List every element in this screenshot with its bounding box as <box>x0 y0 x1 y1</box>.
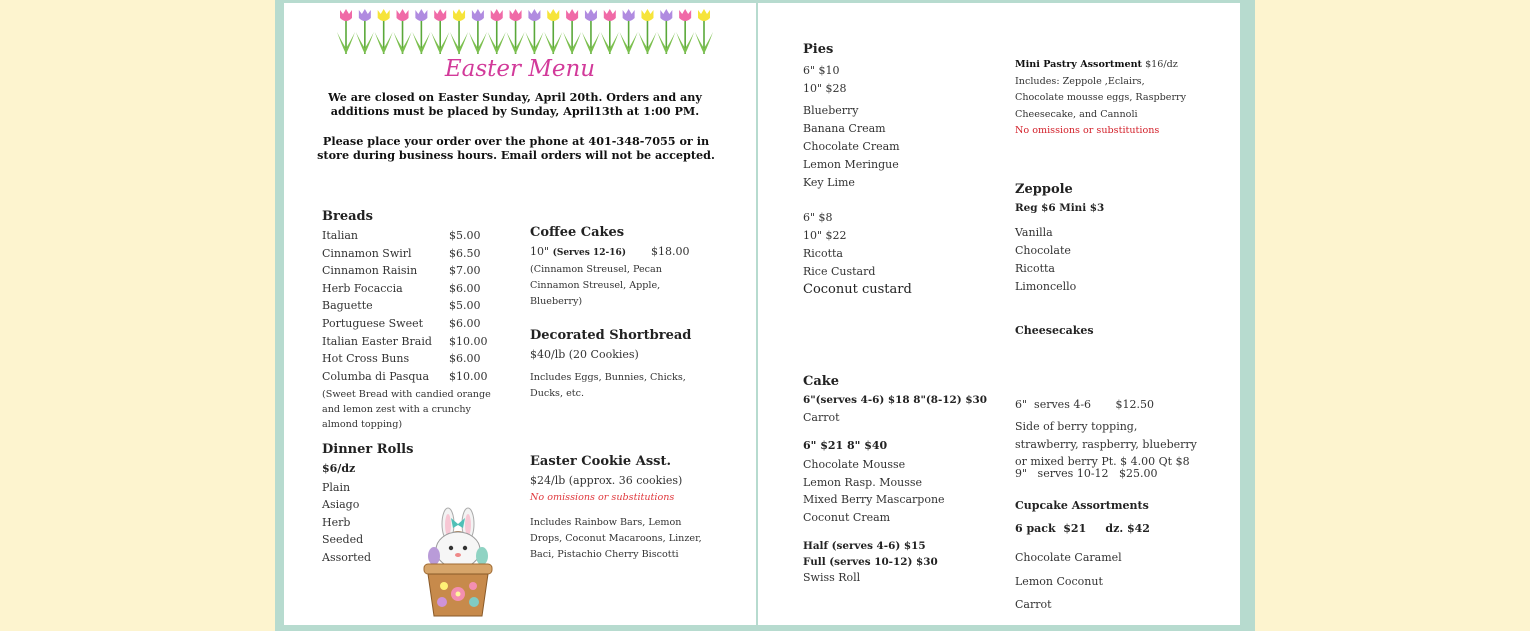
bread-name: Italian Easter Braid <box>322 334 432 348</box>
cupcakes-list <box>1015 546 1122 617</box>
table-row <box>322 299 502 317</box>
list-item: Chocolate Caramel <box>1015 551 1122 564</box>
bread-name: Columba di Pasqua <box>322 369 430 383</box>
list-item: Lemon Rasp. Mousse <box>803 475 922 489</box>
cheesecakes-heading: Cheesecakes <box>1015 324 1094 337</box>
table-row <box>322 317 502 335</box>
table-row <box>322 229 502 247</box>
list-item: Key Lime <box>803 176 855 189</box>
list-item: Banana Cream <box>803 122 886 135</box>
bread-price: $5.00 <box>449 299 481 313</box>
coffee-cakes-desc: (Cinnamon Streusel, Pecan Cinnamon Streusel, Apple, Blueberry) <box>530 264 662 307</box>
tulip-border-illustration <box>336 6 714 58</box>
cookie-asst-warning: No omissions or substitutions <box>530 492 675 503</box>
list-item: Lemon Meringue <box>803 158 899 171</box>
list-item: Chocolate Cream <box>803 140 900 153</box>
cookie-asst-price: $24/lb (approx. 36 cookies) <box>530 474 683 487</box>
cake-price-line-1: 6"(serves 4-6) $18 8"(8-12) $30 <box>803 394 988 406</box>
cake-price-line-2: 6" $21 8" $40 <box>803 439 888 452</box>
list-item: Limoncello <box>1015 280 1077 293</box>
bread-price: $6.00 <box>449 352 481 366</box>
table-row <box>322 370 502 388</box>
bread-price: $6.00 <box>449 316 481 330</box>
bread-name: Portuguese Sweet <box>322 316 424 330</box>
bread-name: Baguette <box>322 299 373 313</box>
cupcakes-price: 6 pack $21 dz. $42 <box>1015 522 1150 535</box>
pies-heading: Pies <box>803 42 834 57</box>
shortbread-heading: Decorated Shortbread <box>530 328 692 343</box>
bread-name: Hot Cross Buns <box>322 352 410 366</box>
cake-item-carrot: Carrot <box>803 411 840 424</box>
list-item: Blueberry <box>803 104 859 117</box>
cake-group-2 <box>803 456 945 526</box>
mini-pastry-section: Mini Pastry Assortment $16/dz Includes: Zeppole ,Eclairs, Chocolate mousse eggs, Raspberry Cheesecake, and Cannoli No omissions or substitutions <box>1015 57 1186 140</box>
breads-list <box>322 229 502 387</box>
order-notice: Please place your order over the phone at 401-348-7055 or in store during business hours. Email orders will not be accepted. <box>317 134 715 162</box>
pies-coconut-custard: Coconut custard <box>803 282 912 297</box>
zeppole-list <box>1015 224 1076 296</box>
dinner-rolls-heading: Dinner Rolls <box>322 442 414 457</box>
list-item: Lemon Coconut <box>1015 574 1103 588</box>
mini-pastry-heading: Mini Pastry Assortment <box>1015 59 1142 70</box>
pies-prices-2: 6" $8 10" $22 Ricotta Rice Custard <box>803 209 875 281</box>
list-item: Plain <box>322 481 351 494</box>
list-item: Rice Custard <box>803 265 876 278</box>
zeppole-heading: Zeppole <box>1015 182 1073 197</box>
table-row <box>322 247 502 265</box>
breads-heading: Breads <box>322 209 373 224</box>
table-row <box>322 352 502 370</box>
cheesecakes-prices: 6" serves 4-6 $12.50 9" serves 10-12 $25.00 <box>1015 398 1158 480</box>
cake-heading: Cake <box>803 374 840 389</box>
list-item: Mixed Berry Mascarpone <box>803 493 945 507</box>
mini-pastry-warning: No omissions or substitutions <box>1015 125 1160 136</box>
columba-note: (Sweet Bread with candied orange and lemon zest with a crunchy almond topping) <box>322 389 491 430</box>
bread-price: $10.00 <box>449 369 488 383</box>
dinner-rolls-list <box>322 479 371 566</box>
coffee-cakes-price: $18.00 <box>651 245 690 258</box>
pies-prices-1: 6" $10 10" $28 <box>803 64 847 95</box>
list-item: Herb <box>322 515 351 529</box>
shortbread-price: $40/lb (20 Cookies) <box>530 348 639 361</box>
list-item: Assorted <box>322 550 372 564</box>
list-item: Ricotta <box>803 247 843 260</box>
swiss-roll-label: Swiss Roll <box>803 571 861 584</box>
list-item: Chocolate Mousse <box>803 458 906 471</box>
bunny-basket-illustration <box>418 506 498 620</box>
coffee-cakes-heading: Coffee Cakes <box>530 225 625 240</box>
bread-price: $6.50 <box>449 246 481 260</box>
list-item: Ricotta <box>1015 262 1055 275</box>
bread-name: Cinnamon Raisin <box>322 264 418 278</box>
pies-group-1 <box>803 102 900 192</box>
closure-notice: We are closed on Easter Sunday, April 20th. Orders and any additions must be placed by Sunday, April13th at 1:00 PM. <box>328 90 702 118</box>
berry-topping-note: Side of berry topping, strawberry, raspberry, blueberry or mixed berry Pt. $ 4.00 Qt $8 <box>1015 420 1197 469</box>
list-item: Coconut Cream <box>803 510 891 524</box>
cookie-asst-heading: Easter Cookie Asst. <box>530 454 671 469</box>
bread-price: $7.00 <box>449 264 481 278</box>
mini-pastry-price: $16/dz <box>1145 59 1178 70</box>
table-row <box>322 335 502 353</box>
bread-price: $10.00 <box>449 334 488 348</box>
shortbread-desc: Includes Eggs, Bunnies, Chicks, Ducks, etc. <box>530 372 686 399</box>
bread-name: Herb Focaccia <box>322 281 403 295</box>
table-row <box>322 264 502 282</box>
swiss-roll-prices: Half (serves 4-6) $15 Full (serves 10-12) $30 <box>803 540 938 568</box>
bread-name: Cinnamon Swirl <box>322 246 412 260</box>
zeppole-price: Reg $6 Mini $3 <box>1015 202 1105 214</box>
dinner-rolls-price: $6/dz <box>322 462 356 475</box>
cookie-asst-desc: Includes Rainbow Bars, Lemon Drops, Coconut Macaroons, Linzer, Baci, Pistachio Cherry Biscotti <box>530 517 702 560</box>
list-item: Chocolate <box>1015 244 1071 257</box>
bread-price: $6.00 <box>449 281 481 295</box>
table-row <box>322 282 502 300</box>
menu-title: Easter Menu <box>444 56 596 82</box>
list-item: Carrot <box>1015 598 1052 611</box>
list-item: Vanilla <box>1015 226 1053 239</box>
coffee-cakes-price-line: 10" (Serves 12-16) <box>530 245 626 258</box>
cupcakes-heading: Cupcake Assortments <box>1015 499 1149 512</box>
bread-price: $5.00 <box>449 229 481 242</box>
list-item: Seeded <box>322 533 364 547</box>
list-item: Asiago <box>322 498 360 512</box>
bread-name: Italian <box>322 229 359 242</box>
